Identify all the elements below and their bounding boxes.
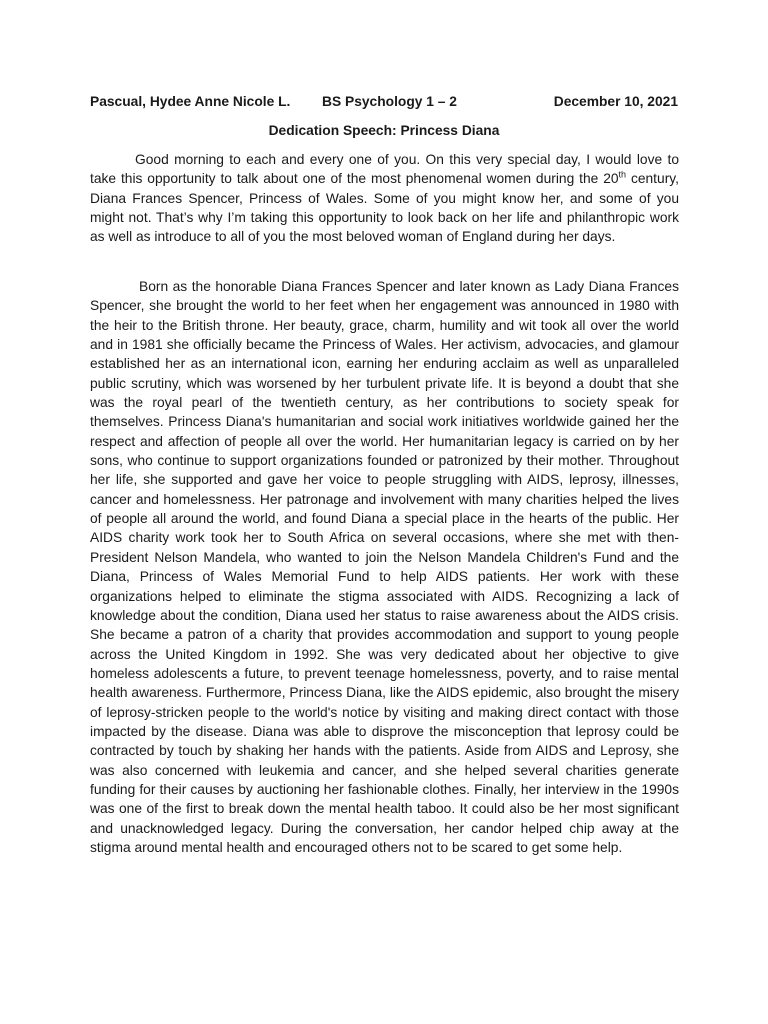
course-section: BS Psychology 1 – 2 [322,94,457,109]
author-name: Pascual, Hydee Anne Nicole L. [90,94,291,109]
paragraph-intro-text-start: Good morning to each and every one of you. On this very special day, I would love to take this opportunity to talk about one of the most phenomenal women during the 20 [90,152,679,187]
paragraph-intro [90,150,679,247]
document-header [90,92,678,111]
ordinal-superscript: th [618,169,627,180]
paragraph-intro-text-end: century, Diana Frances Spencer, Princess of Wales. Some of you might know her, and some of you might not. That’s why I’m taking this opportunity to look back on her life and philanthropic work as well as introduce to all of you the most beloved woman of England during her days. [90,171,679,245]
paragraph-biography: Born as the honorable Diana Frances Spencer and later known as Lady Diana Frances Spencer, she brought the world to her feet when her engagement was announced in 1980 with the heir to the British throne. Her beauty, grace, charm, humility and wit took all over the world and in 1981 she officially became the Princess of Wales. Her activism, advocacies, and glamour established her as an international icon, earning her enduring acclaim as well as unparalleled public scrutiny, which was worsened by her turbulent private life. It is beyond a doubt that she was the royal pearl of the twentieth century, as her contributions to society speak for themselves. Princess Diana's humanitarian and social work initiatives worldwide gained her the respect and affection of people all over the world. Her humanitarian legacy is carried on by her sons, who continue to support organizations founded or patronized by their mother. Throughout her life, she supported and gave her voice to people struggling with AIDS, leprosy, illnesses, cancer and homelessness. Her patronage and involvement with many charities helped the lives of people all around the world, and found Diana a special place in the hearts of the public. Her AIDS charity work took her to South Africa on several occasions, where she met with then-President Nelson Mandela, who wanted to join the Nelson Mandela Children's Fund and the Diana, Princess of Wales Memorial Fund to help AIDS patients. Her work with these organizations helped to eliminate the stigma associated with AIDS. Recognizing a lack of knowledge about the condition, Diana used her status to raise awareness about the AIDS crisis. She became a patron of a charity that provides accommodation and support to young people across the United Kingdom in 1992. She was very dedicated about her objective to give homeless adolescents a future, to prevent teenage homelessness, poverty, and to raise mental health awareness. Furthermore, Princess Diana, like the AIDS epidemic, also brought the misery of leprosy-stricken people to the world's notice by visiting and making direct contact with those impacted by the disease. Diana was able to disprove the misconception that leprosy could be contracted by touch by shaking her hands with the patients. Aside from AIDS and Leprosy, she was also concerned with leukemia and cancer, and she helped several charities generate funding for their causes by auctioning her fashionable clothes. Finally, her interview in the 1990s was one of the first to break down the mental health taboo. It could also be her most significant and unacknowledged legacy. During the conversation, her candor helped chip away at the stigma around mental health and encouraged others not to be scared to get some help. [90,279,679,855]
document-date: December 10, 2021 [553,94,678,109]
document-title: Dedication Speech: Princess Diana [268,123,500,138]
